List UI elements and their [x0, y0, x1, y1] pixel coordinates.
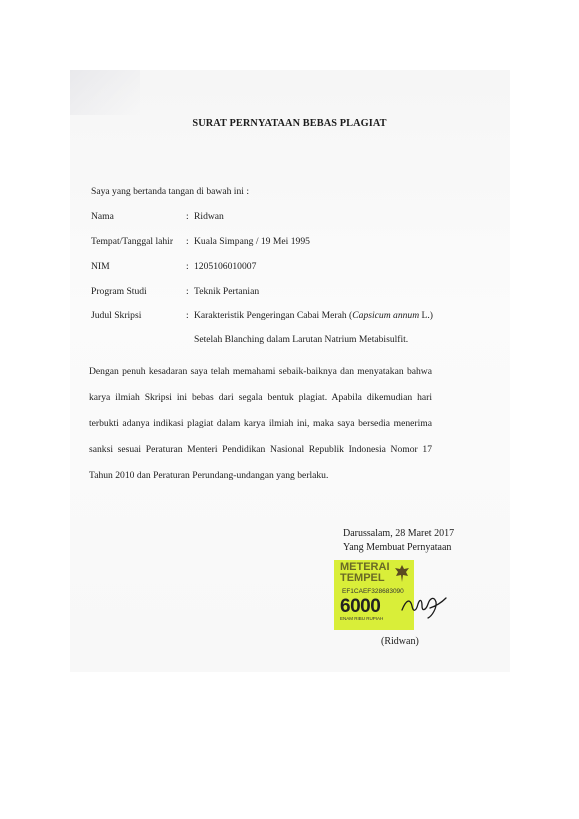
garuda-emblem-icon: [394, 564, 410, 584]
stamp-value: 6000: [340, 596, 381, 617]
stamp-title: [340, 562, 390, 584]
field-label-nim: NIM: [91, 261, 110, 272]
statement-paragraph: Dengan penuh kesadaran saya telah memahami sebaik-baiknya dan menyatakan bahwa karya ilmiah Skripsi ini bebas dari segala bentuk plagiat. Apabila dikemudian hari terbukti adanya indikasi plagiat dalam karya ilmiah ini, maka saya bersedia menerima sanksi sesuai Peraturan Menteri Pendidikan Nasional Republik Indonesia Nomor 17 Tahun 2010 dan Peraturan Perundang-undangan yang berlaku.: [89, 366, 432, 481]
signer-name: (Ridwan): [381, 636, 419, 647]
field-label-judul-skripsi: Judul Skripsi: [91, 310, 142, 321]
signer-role: Yang Membuat Pernyataan: [343, 542, 452, 553]
field-value-judul-skripsi: [194, 310, 433, 321]
field-value-program-studi: Teknik Pertanian: [194, 286, 260, 297]
field-label-program-studi: Program Studi: [91, 286, 147, 297]
document-title: SURAT PERNYATAAN BEBAS PLAGIAT: [192, 118, 387, 129]
stamp-serial: EF1CAEF328683090: [342, 588, 404, 595]
judul-species-italic: Capsicum annum: [352, 310, 420, 321]
handwritten-signature: [400, 592, 448, 620]
stamp-line1: METERAI: [340, 561, 390, 573]
field-label-nama: Nama: [91, 211, 114, 222]
intro-text: Saya yang bertanda tangan di bawah ini :: [91, 186, 249, 197]
judul-part-1: Karakteristik Pengeringan Cabai Merah (: [194, 310, 353, 321]
field-value-nim: 1205106010007: [194, 261, 257, 272]
place-date: Darussalam, 28 Maret 2017: [343, 528, 455, 539]
field-sep: :: [186, 211, 189, 222]
field-sep: :: [186, 286, 189, 297]
field-sep: :: [186, 261, 189, 272]
field-value-judul-line2: Setelah Blanching dalam Larutan Natrium Metabisulfit.: [194, 334, 409, 345]
field-label-tempat-lahir: Tempat/Tanggal lahir: [91, 236, 174, 247]
field-sep: :: [186, 310, 189, 321]
judul-part-2: L.): [419, 310, 433, 321]
stamp-value-words: ENAM RIBU RUPIAH: [340, 616, 384, 621]
field-value-tempat-lahir: Kuala Simpang / 19 Mei 1995: [194, 236, 310, 247]
field-value-nama: Ridwan: [194, 211, 224, 222]
stamp-line2: TEMPEL: [340, 572, 385, 584]
field-sep: :: [186, 236, 189, 247]
